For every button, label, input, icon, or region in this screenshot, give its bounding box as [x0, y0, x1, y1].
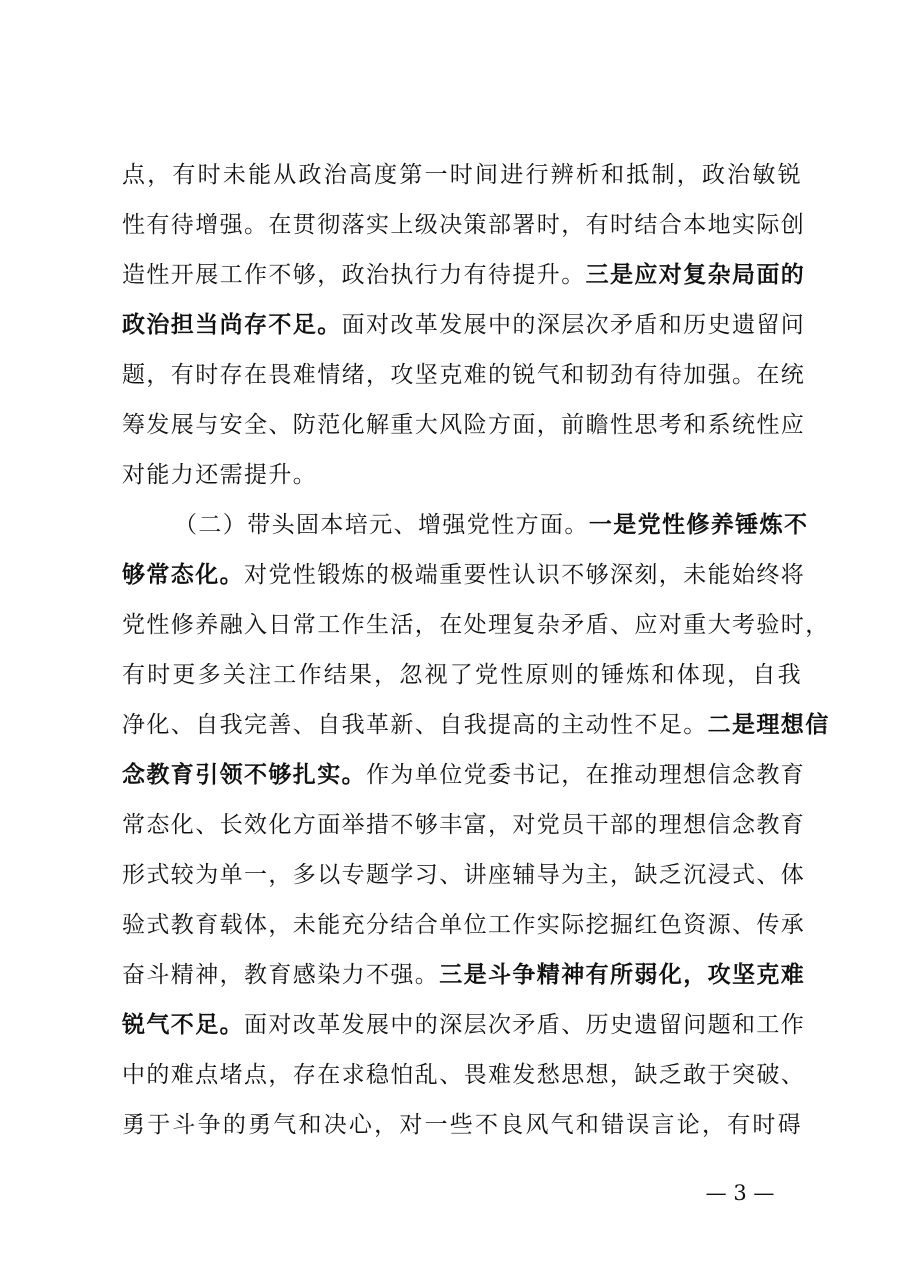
text-segment: 奋斗精神，教育感染力不强。: [122, 962, 440, 988]
bold-text-segment: 锐气不足。: [122, 1012, 244, 1038]
text-segment: 净化、自我完善、自我革新、自我提高的主动性不足。: [122, 712, 708, 738]
text-line: [174, 503, 809, 547]
text-segment: （二）带头固本培元、增强党性方面。: [174, 512, 589, 538]
text-segment: 对能力还需提升。: [122, 462, 318, 488]
text-segment: 题，有时存在畏难情绪，攻坚克难的锐气和韧劲有待加强。在统: [122, 362, 806, 388]
text-segment: 形式较为单一，多以专题学习、讲座辅导为主，缺乏沉浸式、体: [122, 862, 806, 888]
text-line: [122, 803, 806, 847]
text-segment: 党性修养融入日常工作生活，在处理复杂矛盾、应对重大考验时，: [122, 612, 830, 638]
text-line: [122, 553, 806, 597]
text-segment: 验式教育载体，未能充分结合单位工作实际挖掘红色资源、传承: [122, 912, 806, 938]
bold-text-segment: 政治担当尚存不足。: [122, 312, 342, 338]
text-segment: 筹发展与安全、防范化解重大风险方面，前瞻性思考和系统性应: [122, 412, 806, 438]
bold-text-segment: 三是斗争精神有所弱化，攻坚克难: [439, 962, 806, 988]
text-line: [122, 853, 806, 897]
text-segment: 中的难点堵点，存在求稳怕乱、畏难发愁思想，缺乏敢于突破、: [122, 1062, 806, 1088]
text-line: [122, 253, 806, 297]
text-segment: 面对改革发展中的深层次矛盾、历史遗留问题和工作: [244, 1012, 806, 1038]
bold-text-segment: 二是理想信: [707, 712, 830, 738]
bold-text-segment: 够常态化。: [122, 562, 244, 588]
text-line: [122, 203, 806, 247]
text-segment: 对党性锻炼的极端重要性认识不够深刻，未能始终将: [244, 562, 806, 588]
text-line: [122, 1103, 802, 1147]
text-line: [122, 353, 806, 397]
bold-text-segment: 一是党性修养锤炼不: [588, 512, 809, 538]
text-segment: 作为单位党委书记，在推动理想信念教育: [366, 762, 806, 788]
text-line: [122, 1003, 806, 1047]
bold-text-segment: 三是应对复杂局面的: [585, 262, 806, 288]
text-segment: 勇于斗争的勇气和决心，对一些不良风气和错误言论，有时碍: [122, 1112, 802, 1138]
text-line: [122, 653, 802, 697]
text-line: [122, 403, 806, 447]
text-line: [122, 603, 830, 647]
bold-text-segment: 念教育引领不够扎实。: [122, 762, 366, 788]
text-line: [122, 303, 806, 347]
text-segment: 有时更多关注工作结果，忽视了党性原则的锤炼和体现，自我: [122, 662, 802, 688]
text-line: [122, 953, 806, 997]
text-segment: 面对改革发展中的深层次矛盾和历史遗留问: [341, 312, 806, 338]
text-segment: 点，有时未能从政治高度第一时间进行辨析和抵制，政治敏锐: [122, 162, 802, 188]
text-line: [122, 153, 802, 197]
text-line: [122, 903, 806, 947]
text-segment: 常态化、长效化方面举措不够丰富，对党员干部的理想信念教育: [122, 812, 806, 838]
text-line: [122, 753, 806, 797]
text-line: [122, 703, 830, 747]
text-segment: 造性开展工作不够，政治执行力有待提升。: [122, 262, 586, 288]
text-segment: 性有待增强。在贯彻落实上级决策部署时，有时结合本地实际创: [122, 212, 806, 238]
page-number: — 3 —: [705, 1181, 775, 1205]
text-line: [122, 1053, 806, 1097]
text-line: [122, 453, 802, 497]
